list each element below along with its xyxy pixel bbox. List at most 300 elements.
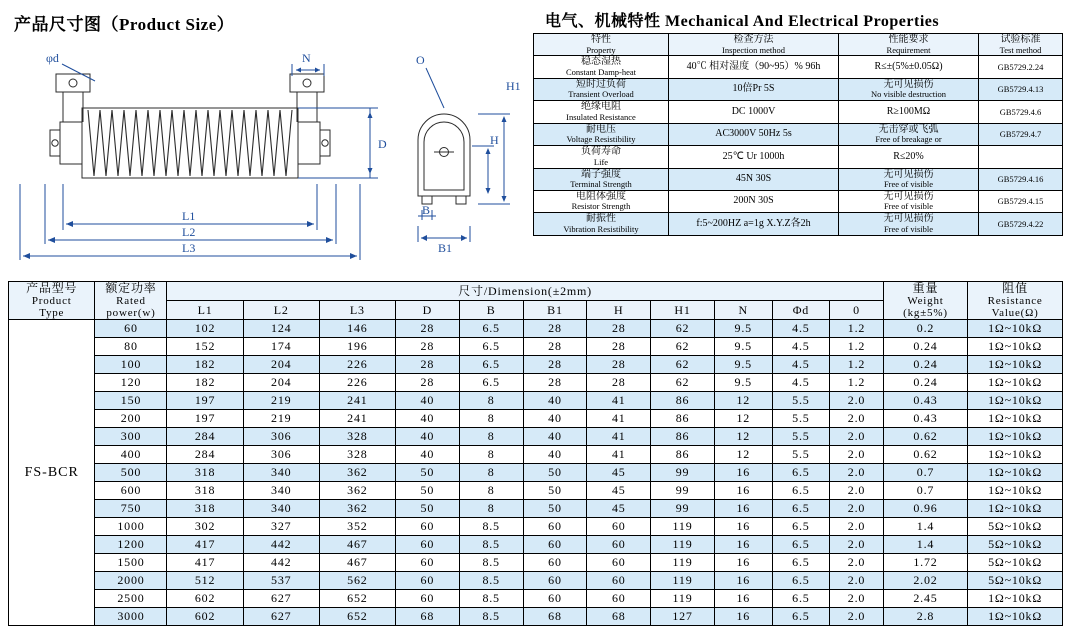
cell-l1: 197: [167, 410, 243, 428]
header-resistance: [968, 282, 1063, 320]
table-row: [9, 446, 1063, 464]
label-b1: B1: [438, 241, 453, 255]
cell-weight: 0.24: [883, 356, 967, 374]
cell-standard: [979, 78, 1063, 100]
cell-weight: 0.62: [883, 428, 967, 446]
cell-n: 12: [714, 392, 772, 410]
header-product-type: [9, 282, 95, 320]
cell-en: Resistor Strength: [571, 201, 631, 212]
header-en: Requirement: [886, 44, 931, 55]
cell-b: 8.5: [459, 518, 523, 536]
cell-requirement: [839, 78, 979, 100]
cell-phi-d: 6.5: [772, 536, 830, 554]
cell-b1: 40: [523, 392, 587, 410]
cell-n: 12: [714, 446, 772, 464]
cell-phi-d: 6.5: [772, 554, 830, 572]
cell-l2: 442: [243, 536, 319, 554]
cell-o: 2.0: [830, 500, 884, 518]
cell-cn: 200N 30S: [733, 195, 774, 207]
cell-b: 6.5: [459, 374, 523, 392]
properties-header-row: [534, 34, 1063, 56]
cell-method: [669, 146, 839, 168]
cell-l1: 102: [167, 320, 243, 338]
cell-b1: 40: [523, 446, 587, 464]
header-en: Test method: [999, 44, 1042, 55]
cell-b1: 60: [523, 554, 587, 572]
cell-o: 1.2: [830, 338, 884, 356]
cell-l1: 417: [167, 554, 243, 572]
table-row: [9, 392, 1063, 410]
header-l3: L3: [319, 301, 395, 320]
cell-cn: AC3000V 50Hz 5s: [715, 128, 792, 140]
cell-l2: 340: [243, 482, 319, 500]
cell-b: 8: [459, 410, 523, 428]
cell-o: 2.0: [830, 536, 884, 554]
cell-weight: 0.24: [883, 338, 967, 356]
cell-h1: 86: [651, 410, 715, 428]
cell-l3: 328: [319, 428, 395, 446]
cell-phi-d: 4.5: [772, 356, 830, 374]
cell-l3: 362: [319, 482, 395, 500]
cell-cn: f:5~200HZ a=1g X.Y.Z各2h: [696, 217, 811, 229]
cell-h1: 62: [651, 338, 715, 356]
cell-b1: 60: [523, 518, 587, 536]
cell-phi-d: 6.5: [772, 590, 830, 608]
cell-l2: 442: [243, 554, 319, 572]
cell-n: 16: [714, 482, 772, 500]
cell-resistance: 1Ω~10kΩ: [968, 410, 1063, 428]
cell-d: 28: [395, 338, 459, 356]
cell-b1: 28: [523, 356, 587, 374]
cell-method: [669, 78, 839, 100]
label-o: O: [416, 53, 425, 67]
label-phi-d: φd: [46, 51, 59, 65]
cell-h1: 119: [651, 518, 715, 536]
cell-l1: 512: [167, 572, 243, 590]
cell-standard: [979, 213, 1063, 235]
cell-property: [534, 56, 669, 78]
cell-standard: [979, 168, 1063, 190]
cell-b1: 60: [523, 536, 587, 554]
header-h: H: [587, 301, 651, 320]
cell-resistance: 5Ω~10kΩ: [968, 554, 1063, 572]
cell-cn: 无可见损伤: [883, 78, 934, 90]
cell-product-type: FS-BCR: [9, 320, 95, 626]
label-n: N: [302, 51, 311, 65]
cell-h: 60: [587, 572, 651, 590]
cell-weight: 0.62: [883, 446, 967, 464]
cell-weight: 0.96: [883, 500, 967, 518]
cell-power: 500: [95, 464, 167, 482]
cell-h: 41: [587, 410, 651, 428]
cell-weight: 2.8: [883, 608, 967, 626]
cell-n: 9.5: [714, 338, 772, 356]
cell-power: 150: [95, 392, 167, 410]
cell-b1: 50: [523, 482, 587, 500]
header-cn: 产品型号: [26, 281, 78, 295]
properties-title: 电气、机械特性 Mechanical And Electrical Properties: [545, 13, 940, 30]
cell-phi-d: 6.5: [772, 500, 830, 518]
cell-resistance: 1Ω~10kΩ: [968, 464, 1063, 482]
cell-o: 2.0: [830, 518, 884, 536]
cell-phi-d: 4.5: [772, 374, 830, 392]
cell-power: 2500: [95, 590, 167, 608]
table-row: [534, 190, 1063, 212]
table-row: [534, 213, 1063, 235]
cell-b1: 68: [523, 608, 587, 626]
cell-l3: 226: [319, 374, 395, 392]
header-en: Property: [586, 44, 616, 55]
cell-cn: 电阻体强度: [576, 190, 626, 202]
cell-resistance: 5Ω~10kΩ: [968, 518, 1063, 536]
cell-cn: 耐振性: [586, 213, 616, 225]
cell-standard: [979, 190, 1063, 212]
cell-h1: 99: [651, 482, 715, 500]
cell-o: 2.0: [830, 428, 884, 446]
cell-n: 9.5: [714, 356, 772, 374]
cell-b: 8: [459, 482, 523, 500]
cell-cn: 40℃ 相对湿度（90~95）% 96h: [686, 60, 821, 72]
cell-cn: R≤20%: [893, 150, 924, 162]
table-row: [9, 536, 1063, 554]
header-en2: (kg±5%): [903, 307, 948, 320]
cell-property: [534, 123, 669, 145]
header-b1: B1: [523, 301, 587, 320]
cell-h: 60: [587, 590, 651, 608]
cell-cn: 10倍Pr 5S: [732, 83, 775, 95]
label-h1: H1: [506, 79, 521, 93]
cell-l3: 226: [319, 356, 395, 374]
table-row: [9, 338, 1063, 356]
table-row: [9, 608, 1063, 626]
cell-l1: 318: [167, 464, 243, 482]
cell-power: 80: [95, 338, 167, 356]
cell-l3: 146: [319, 320, 395, 338]
header-cn: 重量: [912, 281, 939, 295]
cell-l3: 196: [319, 338, 395, 356]
cell-weight: 0.7: [883, 464, 967, 482]
cell-n: 16: [714, 500, 772, 518]
cell-en: GB5729.2.24: [997, 61, 1044, 72]
header-en2: Type: [39, 307, 65, 320]
table-row: [9, 554, 1063, 572]
cell-standard: [979, 56, 1063, 78]
cell-h1: 86: [651, 446, 715, 464]
dimension-table: [8, 281, 1063, 626]
cell-n: 12: [714, 428, 772, 446]
cell-b: 8: [459, 446, 523, 464]
cell-l2: 174: [243, 338, 319, 356]
cell-l1: 602: [167, 590, 243, 608]
cell-en: Terminal Strength: [570, 179, 632, 190]
cell-resistance: 1Ω~10kΩ: [968, 608, 1063, 626]
cell-phi-d: 4.5: [772, 338, 830, 356]
cell-requirement: [839, 146, 979, 168]
cell-en: Constant Damp-heat: [565, 66, 637, 77]
cell-power: 300: [95, 428, 167, 446]
cell-resistance: 5Ω~10kΩ: [968, 572, 1063, 590]
cell-resistance: 1Ω~10kΩ: [968, 482, 1063, 500]
cell-d: 60: [395, 554, 459, 572]
properties-header-requirement: [839, 34, 979, 56]
header-h1: H1: [651, 301, 715, 320]
cell-en: Vibration Resistibility: [563, 223, 639, 234]
cell-o: 2.0: [830, 608, 884, 626]
header-en1: Weight: [907, 295, 944, 308]
cell-b: 8: [459, 428, 523, 446]
cell-phi-d: 6.5: [772, 482, 830, 500]
cell-requirement: [839, 168, 979, 190]
cell-phi-d: 5.5: [772, 446, 830, 464]
table-row: [534, 146, 1063, 168]
cell-l1: 152: [167, 338, 243, 356]
table-row: [9, 482, 1063, 500]
cell-weight: 1.4: [883, 518, 967, 536]
cell-d: 60: [395, 536, 459, 554]
cell-power: 1200: [95, 536, 167, 554]
cell-n: 16: [714, 572, 772, 590]
header-o: 0: [830, 301, 884, 320]
cell-phi-d: 5.5: [772, 410, 830, 428]
cell-h1: 86: [651, 392, 715, 410]
cell-b1: 50: [523, 500, 587, 518]
cell-en: Free of visible: [883, 223, 934, 234]
label-l3: L3: [182, 241, 196, 255]
label-d: D: [378, 137, 387, 151]
properties-header-standard: [979, 34, 1063, 56]
cell-weight: 0.43: [883, 392, 967, 410]
cell-h1: 119: [651, 572, 715, 590]
cell-resistance: 1Ω~10kΩ: [968, 374, 1063, 392]
cell-b1: 40: [523, 410, 587, 428]
cell-cn: 端子强度: [581, 168, 621, 180]
cell-l3: 652: [319, 590, 395, 608]
cell-l2: 340: [243, 464, 319, 482]
cell-b: 8.5: [459, 608, 523, 626]
cell-d: 28: [395, 374, 459, 392]
header-en1: Resistance: [987, 295, 1043, 308]
table-row: [9, 320, 1063, 338]
header-cn: 性能要求: [888, 34, 929, 45]
cell-en: GB5729.4.13: [997, 84, 1044, 95]
table-row: [9, 374, 1063, 392]
cell-resistance: 1Ω~10kΩ: [968, 500, 1063, 518]
cell-phi-d: 6.5: [772, 518, 830, 536]
cell-cn: 45N 30S: [735, 172, 772, 184]
header-weight: [883, 282, 967, 320]
cell-power: 1000: [95, 518, 167, 536]
cell-resistance: 1Ω~10kΩ: [968, 590, 1063, 608]
cell-b1: 60: [523, 572, 587, 590]
label-b: B: [422, 203, 431, 217]
cell-l1: 182: [167, 356, 243, 374]
cell-n: 16: [714, 554, 772, 572]
cell-b: 8: [459, 464, 523, 482]
cell-l1: 602: [167, 608, 243, 626]
header-l2: L2: [243, 301, 319, 320]
cell-method: [669, 168, 839, 190]
cell-o: 2.0: [830, 590, 884, 608]
cell-o: 2.0: [830, 392, 884, 410]
cell-cn: 无可见损伤: [883, 168, 934, 180]
header-phi-d: Φd: [772, 301, 830, 320]
cell-l1: 284: [167, 446, 243, 464]
cell-en: Free of visible: [883, 201, 934, 212]
cell-cn: 25℃ Ur 1000h: [722, 150, 785, 162]
cell-weight: 0.43: [883, 410, 967, 428]
product-side-view-drawing: [400, 34, 530, 264]
cell-requirement: [839, 101, 979, 123]
cell-b1: 28: [523, 374, 587, 392]
cell-property: [534, 146, 669, 168]
cell-cn: 短时过负荷: [576, 78, 626, 90]
cell-o: 1.2: [830, 356, 884, 374]
cell-o: 2.0: [830, 482, 884, 500]
cell-b: 6.5: [459, 356, 523, 374]
cell-l2: 124: [243, 320, 319, 338]
cell-en: GB5729.4.7: [999, 128, 1042, 139]
cell-weight: 2.45: [883, 590, 967, 608]
cell-o: 2.0: [830, 446, 884, 464]
cell-o: 1.2: [830, 374, 884, 392]
header-cn: 检查方法: [733, 34, 774, 45]
table-row: [534, 78, 1063, 100]
cell-phi-d: 6.5: [772, 608, 830, 626]
header-en1: Product: [31, 295, 72, 308]
cell-requirement: [839, 56, 979, 78]
cell-weight: 2.02: [883, 572, 967, 590]
cell-h: 41: [587, 428, 651, 446]
cell-d: 40: [395, 446, 459, 464]
cell-h: 41: [587, 446, 651, 464]
cell-weight: 1.72: [883, 554, 967, 572]
cell-b1: 28: [523, 338, 587, 356]
cell-o: 2.0: [830, 572, 884, 590]
cell-o: 2.0: [830, 554, 884, 572]
cell-l3: 362: [319, 464, 395, 482]
cell-cn: R≤±(5%±0.05Ω): [874, 60, 943, 72]
cell-property: [534, 78, 669, 100]
cell-cn: 稳态湿热: [581, 56, 621, 68]
cell-b: 6.5: [459, 320, 523, 338]
cell-h: 28: [587, 374, 651, 392]
cell-power: 120: [95, 374, 167, 392]
header-l1: L1: [167, 301, 243, 320]
cell-phi-d: 4.5: [772, 320, 830, 338]
cell-standard: [979, 146, 1063, 168]
cell-n: 16: [714, 590, 772, 608]
cell-property: [534, 190, 669, 212]
cell-method: [669, 56, 839, 78]
table-row: [9, 356, 1063, 374]
cell-o: 2.0: [830, 410, 884, 428]
cell-d: 60: [395, 518, 459, 536]
cell-en: Life: [593, 156, 609, 167]
header-n: N: [714, 301, 772, 320]
cell-l1: 197: [167, 392, 243, 410]
cell-l2: 537: [243, 572, 319, 590]
cell-b: 6.5: [459, 338, 523, 356]
cell-h: 45: [587, 500, 651, 518]
cell-l2: 204: [243, 356, 319, 374]
cell-h: 28: [587, 338, 651, 356]
header-cn: 阻值: [1002, 281, 1028, 295]
cell-h1: 99: [651, 500, 715, 518]
cell-h: 28: [587, 356, 651, 374]
table-row: [534, 123, 1063, 145]
cell-b: 8.5: [459, 554, 523, 572]
cell-n: 16: [714, 608, 772, 626]
cell-standard: [979, 101, 1063, 123]
table-row: [9, 410, 1063, 428]
table-row: [534, 168, 1063, 190]
cell-cn: 负荷寿命: [581, 146, 621, 158]
cell-n: 9.5: [714, 374, 772, 392]
cell-l2: 219: [243, 410, 319, 428]
cell-b: 8: [459, 392, 523, 410]
cell-n: 16: [714, 536, 772, 554]
cell-method: [669, 190, 839, 212]
cell-en: GB5729.4.15: [997, 196, 1044, 207]
cell-l1: 284: [167, 428, 243, 446]
cell-property: [534, 101, 669, 123]
cell-d: 50: [395, 482, 459, 500]
table-row: [9, 572, 1063, 590]
cell-l3: 467: [319, 536, 395, 554]
cell-en: Transient Overload: [568, 89, 634, 100]
cell-power: 100: [95, 356, 167, 374]
cell-h1: 127: [651, 608, 715, 626]
cell-b1: 60: [523, 590, 587, 608]
cell-requirement: [839, 123, 979, 145]
cell-en: Voltage Resistibility: [566, 134, 636, 145]
cell-d: 60: [395, 590, 459, 608]
table-row: [534, 101, 1063, 123]
cell-l2: 219: [243, 392, 319, 410]
cell-l3: 328: [319, 446, 395, 464]
cell-h1: 99: [651, 464, 715, 482]
dimension-header-row-1: [9, 282, 1063, 301]
cell-l3: 241: [319, 410, 395, 428]
cell-requirement: [839, 213, 979, 235]
cell-cn: 绝缘电阻: [581, 101, 621, 113]
table-row: [9, 518, 1063, 536]
table-row: [9, 590, 1063, 608]
cell-l3: 241: [319, 392, 395, 410]
cell-l1: 318: [167, 482, 243, 500]
header-d: D: [395, 301, 459, 320]
cell-d: 40: [395, 410, 459, 428]
cell-h1: 119: [651, 590, 715, 608]
cell-b: 8.5: [459, 536, 523, 554]
cell-d: 50: [395, 500, 459, 518]
header-en2: power(w): [106, 307, 156, 320]
table-row: [9, 500, 1063, 518]
cell-l2: 306: [243, 446, 319, 464]
cell-d: 50: [395, 464, 459, 482]
cell-b1: 28: [523, 320, 587, 338]
cell-method: [669, 101, 839, 123]
cell-power: 600: [95, 482, 167, 500]
cell-l2: 306: [243, 428, 319, 446]
cell-power: 60: [95, 320, 167, 338]
cell-en: Free of visible: [883, 179, 934, 190]
cell-cn: 无可见损伤: [883, 213, 934, 225]
cell-l2: 204: [243, 374, 319, 392]
cell-l3: 467: [319, 554, 395, 572]
cell-power: 400: [95, 446, 167, 464]
cell-h: 68: [587, 608, 651, 626]
